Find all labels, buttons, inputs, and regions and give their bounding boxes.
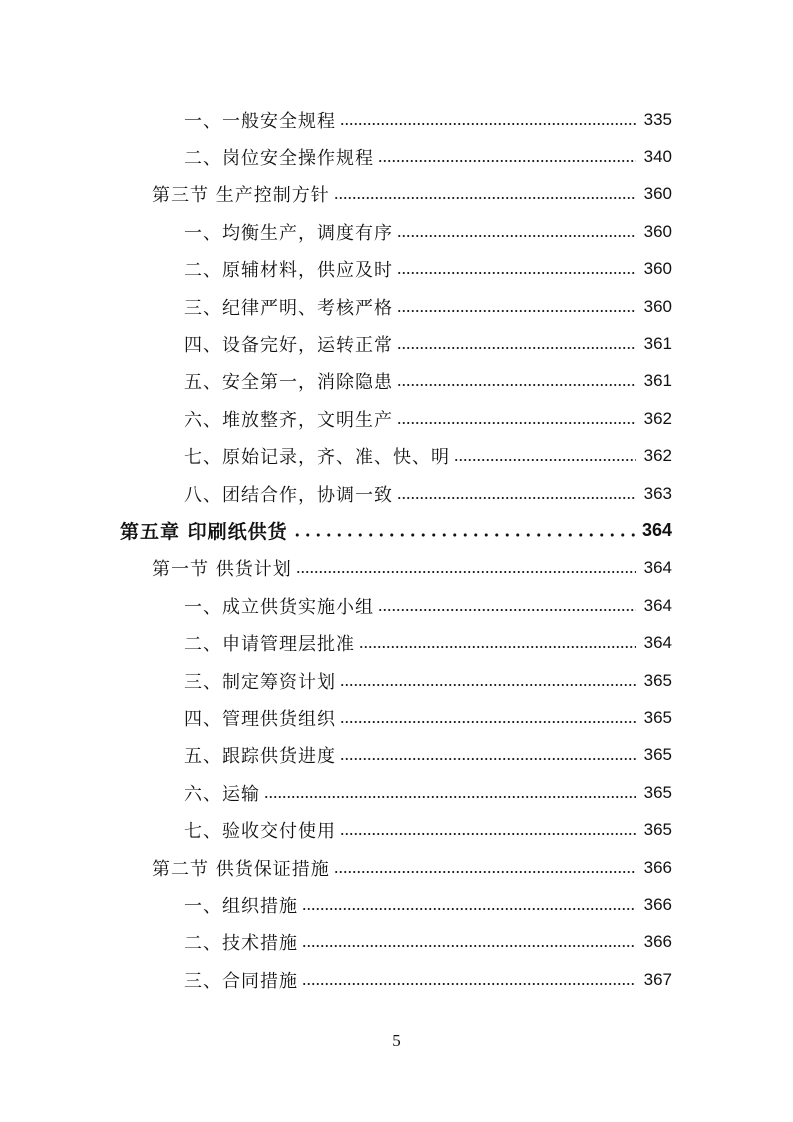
dot-leader — [264, 794, 636, 800]
toc-entry-title: 三、纪律严明、考核严格 — [184, 297, 393, 319]
toc-section-row[interactable] — [0, 550, 793, 587]
dot-leader — [302, 943, 636, 949]
toc-item-row[interactable] — [0, 438, 793, 475]
toc-entry-title: 一、一般安全规程 — [184, 110, 336, 132]
toc-entry-title: 第三节 生产控制方针 — [152, 185, 330, 207]
toc-item-row[interactable] — [0, 138, 793, 175]
dot-leader — [340, 121, 636, 127]
toc-entry-title: 七、原始记录，齐、准、快、明 — [184, 447, 450, 469]
toc-entry-title: 六、堆放整齐，文明生产 — [184, 409, 393, 431]
dot-leader — [302, 906, 636, 912]
toc-item-row[interactable] — [0, 363, 793, 400]
toc-entry-page-number: 367 — [643, 969, 672, 989]
toc-entry-title: 五、跟踪供货进度 — [184, 746, 336, 768]
toc-entry-page-number: 363 — [643, 483, 672, 503]
toc-entry-page-number: 365 — [643, 820, 672, 840]
toc-entry-title: 三、制定筹资计划 — [184, 671, 336, 693]
dot-leader — [340, 831, 636, 837]
dot-leader — [340, 756, 636, 762]
toc-entry-title: 二、原辅材料，供应及时 — [184, 260, 393, 282]
toc-item-row[interactable] — [0, 587, 793, 624]
table-of-contents — [0, 101, 793, 998]
toc-entry-title: 一、均衡生产，调度有序 — [184, 222, 393, 244]
dot-leader — [397, 233, 636, 239]
toc-item-row[interactable] — [0, 662, 793, 699]
dot-leader — [340, 682, 636, 688]
toc-item-row[interactable] — [0, 101, 793, 138]
toc-item-row[interactable] — [0, 325, 793, 362]
dot-leader — [296, 569, 636, 575]
toc-entry-page-number: 360 — [643, 259, 672, 279]
dot-leader — [397, 382, 636, 388]
dot-leader — [292, 532, 636, 538]
toc-item-row[interactable] — [0, 924, 793, 961]
toc-entry-title: 第五章 印刷纸供货 — [120, 521, 288, 544]
toc-entry-page-number: 360 — [643, 184, 672, 204]
toc-item-row[interactable] — [0, 737, 793, 774]
toc-item-row[interactable] — [0, 400, 793, 437]
dot-leader — [397, 495, 636, 501]
toc-entry-title: 第一节 供货计划 — [152, 559, 292, 581]
toc-entry-page-number: 364 — [643, 633, 672, 653]
toc-entry-page-number: 365 — [643, 707, 672, 727]
toc-entry-page-number: 361 — [643, 334, 672, 354]
toc-entry-page-number: 362 — [643, 408, 672, 428]
toc-entry-title: 五、安全第一，消除隐患 — [184, 372, 393, 394]
toc-entry-page-number: 360 — [643, 221, 672, 241]
toc-entry-page-number: 364 — [641, 520, 672, 541]
toc-entry-page-number: 335 — [643, 109, 672, 129]
toc-item-row[interactable] — [0, 886, 793, 923]
toc-entry-title: 六、运输 — [184, 783, 260, 805]
toc-entry-page-number: 366 — [643, 932, 672, 952]
toc-entry-title: 四、设备完好，运转正常 — [184, 335, 393, 357]
dot-leader — [397, 308, 636, 314]
toc-entry-page-number: 366 — [643, 894, 672, 914]
toc-entry-title: 二、岗位安全操作规程 — [184, 148, 374, 170]
toc-item-row[interactable] — [0, 811, 793, 848]
toc-section-row[interactable] — [0, 849, 793, 886]
toc-entry-title: 二、申请管理层批准 — [184, 634, 355, 656]
toc-entry-page-number: 361 — [643, 371, 672, 391]
dot-leader — [334, 869, 636, 875]
toc-entry-page-number: 365 — [643, 745, 672, 765]
toc-entry-title: 第二节 供货保证措施 — [152, 858, 330, 880]
toc-entry-title: 一、成立供货实施小组 — [184, 596, 374, 618]
toc-entry-title: 四、管理供货组织 — [184, 708, 336, 730]
dot-leader — [397, 420, 636, 426]
toc-item-row[interactable] — [0, 251, 793, 288]
toc-entry-title: 八、团结合作，协调一致 — [184, 484, 393, 506]
dot-leader — [334, 195, 636, 201]
dot-leader — [359, 644, 636, 650]
toc-entry-title: 七、验收交付使用 — [184, 821, 336, 843]
toc-entry-page-number: 365 — [643, 670, 672, 690]
toc-item-row[interactable] — [0, 699, 793, 736]
toc-item-row[interactable] — [0, 213, 793, 250]
dot-leader — [302, 981, 636, 987]
toc-entry-page-number: 365 — [643, 782, 672, 802]
dot-leader — [454, 457, 636, 463]
toc-item-row[interactable] — [0, 288, 793, 325]
dot-leader — [340, 719, 636, 725]
dot-leader — [397, 270, 636, 276]
toc-entry-title: 三、合同措施 — [184, 970, 298, 992]
toc-entry-title: 二、技术措施 — [184, 933, 298, 955]
toc-entry-title: 一、组织措施 — [184, 895, 298, 917]
page-number-footer: 5 — [392, 1031, 401, 1050]
toc-chapter-row[interactable] — [0, 512, 793, 549]
toc-entry-page-number: 364 — [643, 558, 672, 578]
dot-leader — [378, 158, 636, 164]
toc-item-row[interactable] — [0, 774, 793, 811]
toc-item-row[interactable] — [0, 475, 793, 512]
toc-section-row[interactable] — [0, 176, 793, 213]
dot-leader — [397, 345, 636, 351]
toc-entry-page-number: 364 — [643, 595, 672, 615]
toc-item-row[interactable] — [0, 624, 793, 661]
toc-item-row[interactable] — [0, 961, 793, 998]
toc-entry-page-number: 366 — [643, 857, 672, 877]
toc-entry-page-number: 362 — [643, 446, 672, 466]
toc-entry-page-number: 360 — [643, 296, 672, 316]
dot-leader — [378, 607, 636, 613]
toc-entry-page-number: 340 — [643, 147, 672, 167]
